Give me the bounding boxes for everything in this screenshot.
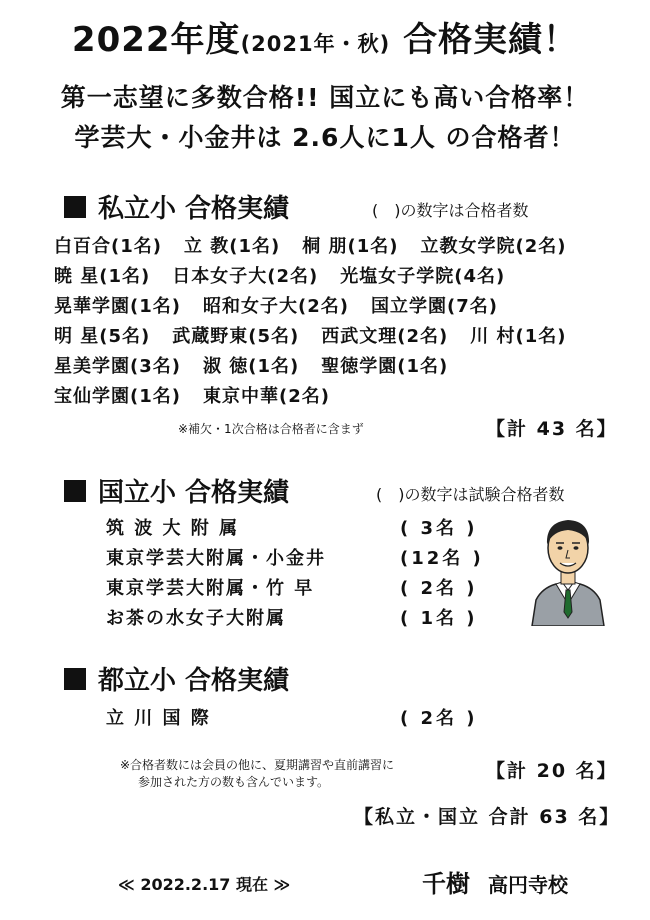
campus-name: 高円寺校 (488, 873, 568, 897)
national-school-name: お茶の水女子大附属 (106, 608, 286, 629)
national-school-name: 東京学芸大附属・小金井 (106, 548, 326, 569)
school-entry: 武蔵野東(5名) (172, 326, 300, 347)
school-entry: 川 村(1名) (470, 326, 567, 347)
school-entry: 宝仙学園(1名) (54, 386, 181, 407)
national-school-name: 筑 波 大 附 属 (106, 518, 240, 539)
school-entry: 晃華学園(1名) (54, 296, 181, 317)
metro-heading-label: 都立小 合格実績 (98, 666, 290, 696)
national-school-count: (12名 ) (400, 548, 484, 569)
school-entry: 西武文理(2名) (321, 326, 449, 347)
page-title (0, 12, 650, 61)
title-main: 2022年度 (71, 20, 241, 60)
school-entry: 光塩女子学院(4名) (340, 266, 506, 287)
school-entry: 立 教(1名) (183, 236, 281, 257)
metro-school-name: 立 川 国 際 (106, 708, 211, 729)
private-heading (64, 188, 289, 225)
national-school-count: ( 2名 ) (400, 578, 478, 599)
school-entry: 星美学園(3名) (54, 356, 181, 377)
teacher-illustration (528, 508, 608, 626)
school-entry: 聖徳学園(1名) (321, 356, 449, 377)
private-footnote: ※補欠・1次合格は合格者に含まず (178, 422, 364, 436)
national-school-name: 東京学芸大附属・竹 早 (106, 578, 315, 599)
school-entry: 桐 朋(1名) (302, 236, 399, 257)
school-entry: 日本女子大(2名) (172, 266, 319, 287)
metro-school-count: ( 2名 ) (400, 708, 478, 729)
private-row (54, 322, 588, 348)
school-entry: 立教女学院(2名) (420, 236, 567, 257)
private-heading-label: 私立小 合格実績 (98, 194, 290, 224)
private-total: 【計 43 名】 (486, 418, 618, 440)
square-bullet-icon (64, 668, 86, 690)
national-paren-note: ( )の数字は試験合格者数 (376, 485, 565, 504)
square-bullet-icon (64, 196, 86, 218)
school-entry: 明 星(5名) (54, 326, 151, 347)
national-school-count: ( 1名 ) (400, 608, 478, 629)
grand-total: 【私立・国立 合計 63 名】 (354, 806, 621, 828)
national-school-count: ( 3名 ) (400, 518, 478, 539)
private-row (54, 352, 470, 378)
private-row (54, 262, 527, 288)
national-heading-label: 国立小 合格実績 (98, 478, 290, 508)
school-entry: 東京中華(2名) (202, 386, 330, 407)
metro-note-2: 参加された方の数も含んでいます。 (138, 775, 330, 789)
square-bullet-icon (64, 480, 86, 502)
private-row (54, 232, 588, 258)
brand-name: 千樹 (422, 870, 470, 898)
headline-1: 第一志望に多数合格!! 国立にも高い合格率！ (60, 83, 590, 112)
metro-total: 【計 20 名】 (486, 760, 618, 782)
metro-heading (64, 660, 289, 697)
title-paren: (2021年・秋) (240, 32, 391, 56)
metro-note-1: ※合格者数には会員の他に、夏期講習や直前講習に (120, 758, 395, 772)
as-of-date: ≪ 2022.2.17 現在 ≫ (118, 875, 291, 894)
school-entry: 暁 星(1名) (54, 266, 151, 287)
school-entry: 淑 徳(1名) (202, 356, 300, 377)
headline-2: 学芸大・小金井は 2.6人に1人 の合格者！ (74, 123, 576, 152)
title-tail: 合格実績！ (403, 20, 579, 60)
school-entry: 白百合(1名) (54, 236, 162, 257)
school-entry: 昭和女子大(2名) (202, 296, 349, 317)
school-entry: 国立学園(7名) (370, 296, 498, 317)
private-row (54, 292, 520, 318)
private-row (54, 382, 352, 408)
national-heading (64, 472, 289, 509)
school-brand (422, 864, 568, 899)
private-paren-note: ( )の数字は合格者数 (372, 201, 529, 220)
